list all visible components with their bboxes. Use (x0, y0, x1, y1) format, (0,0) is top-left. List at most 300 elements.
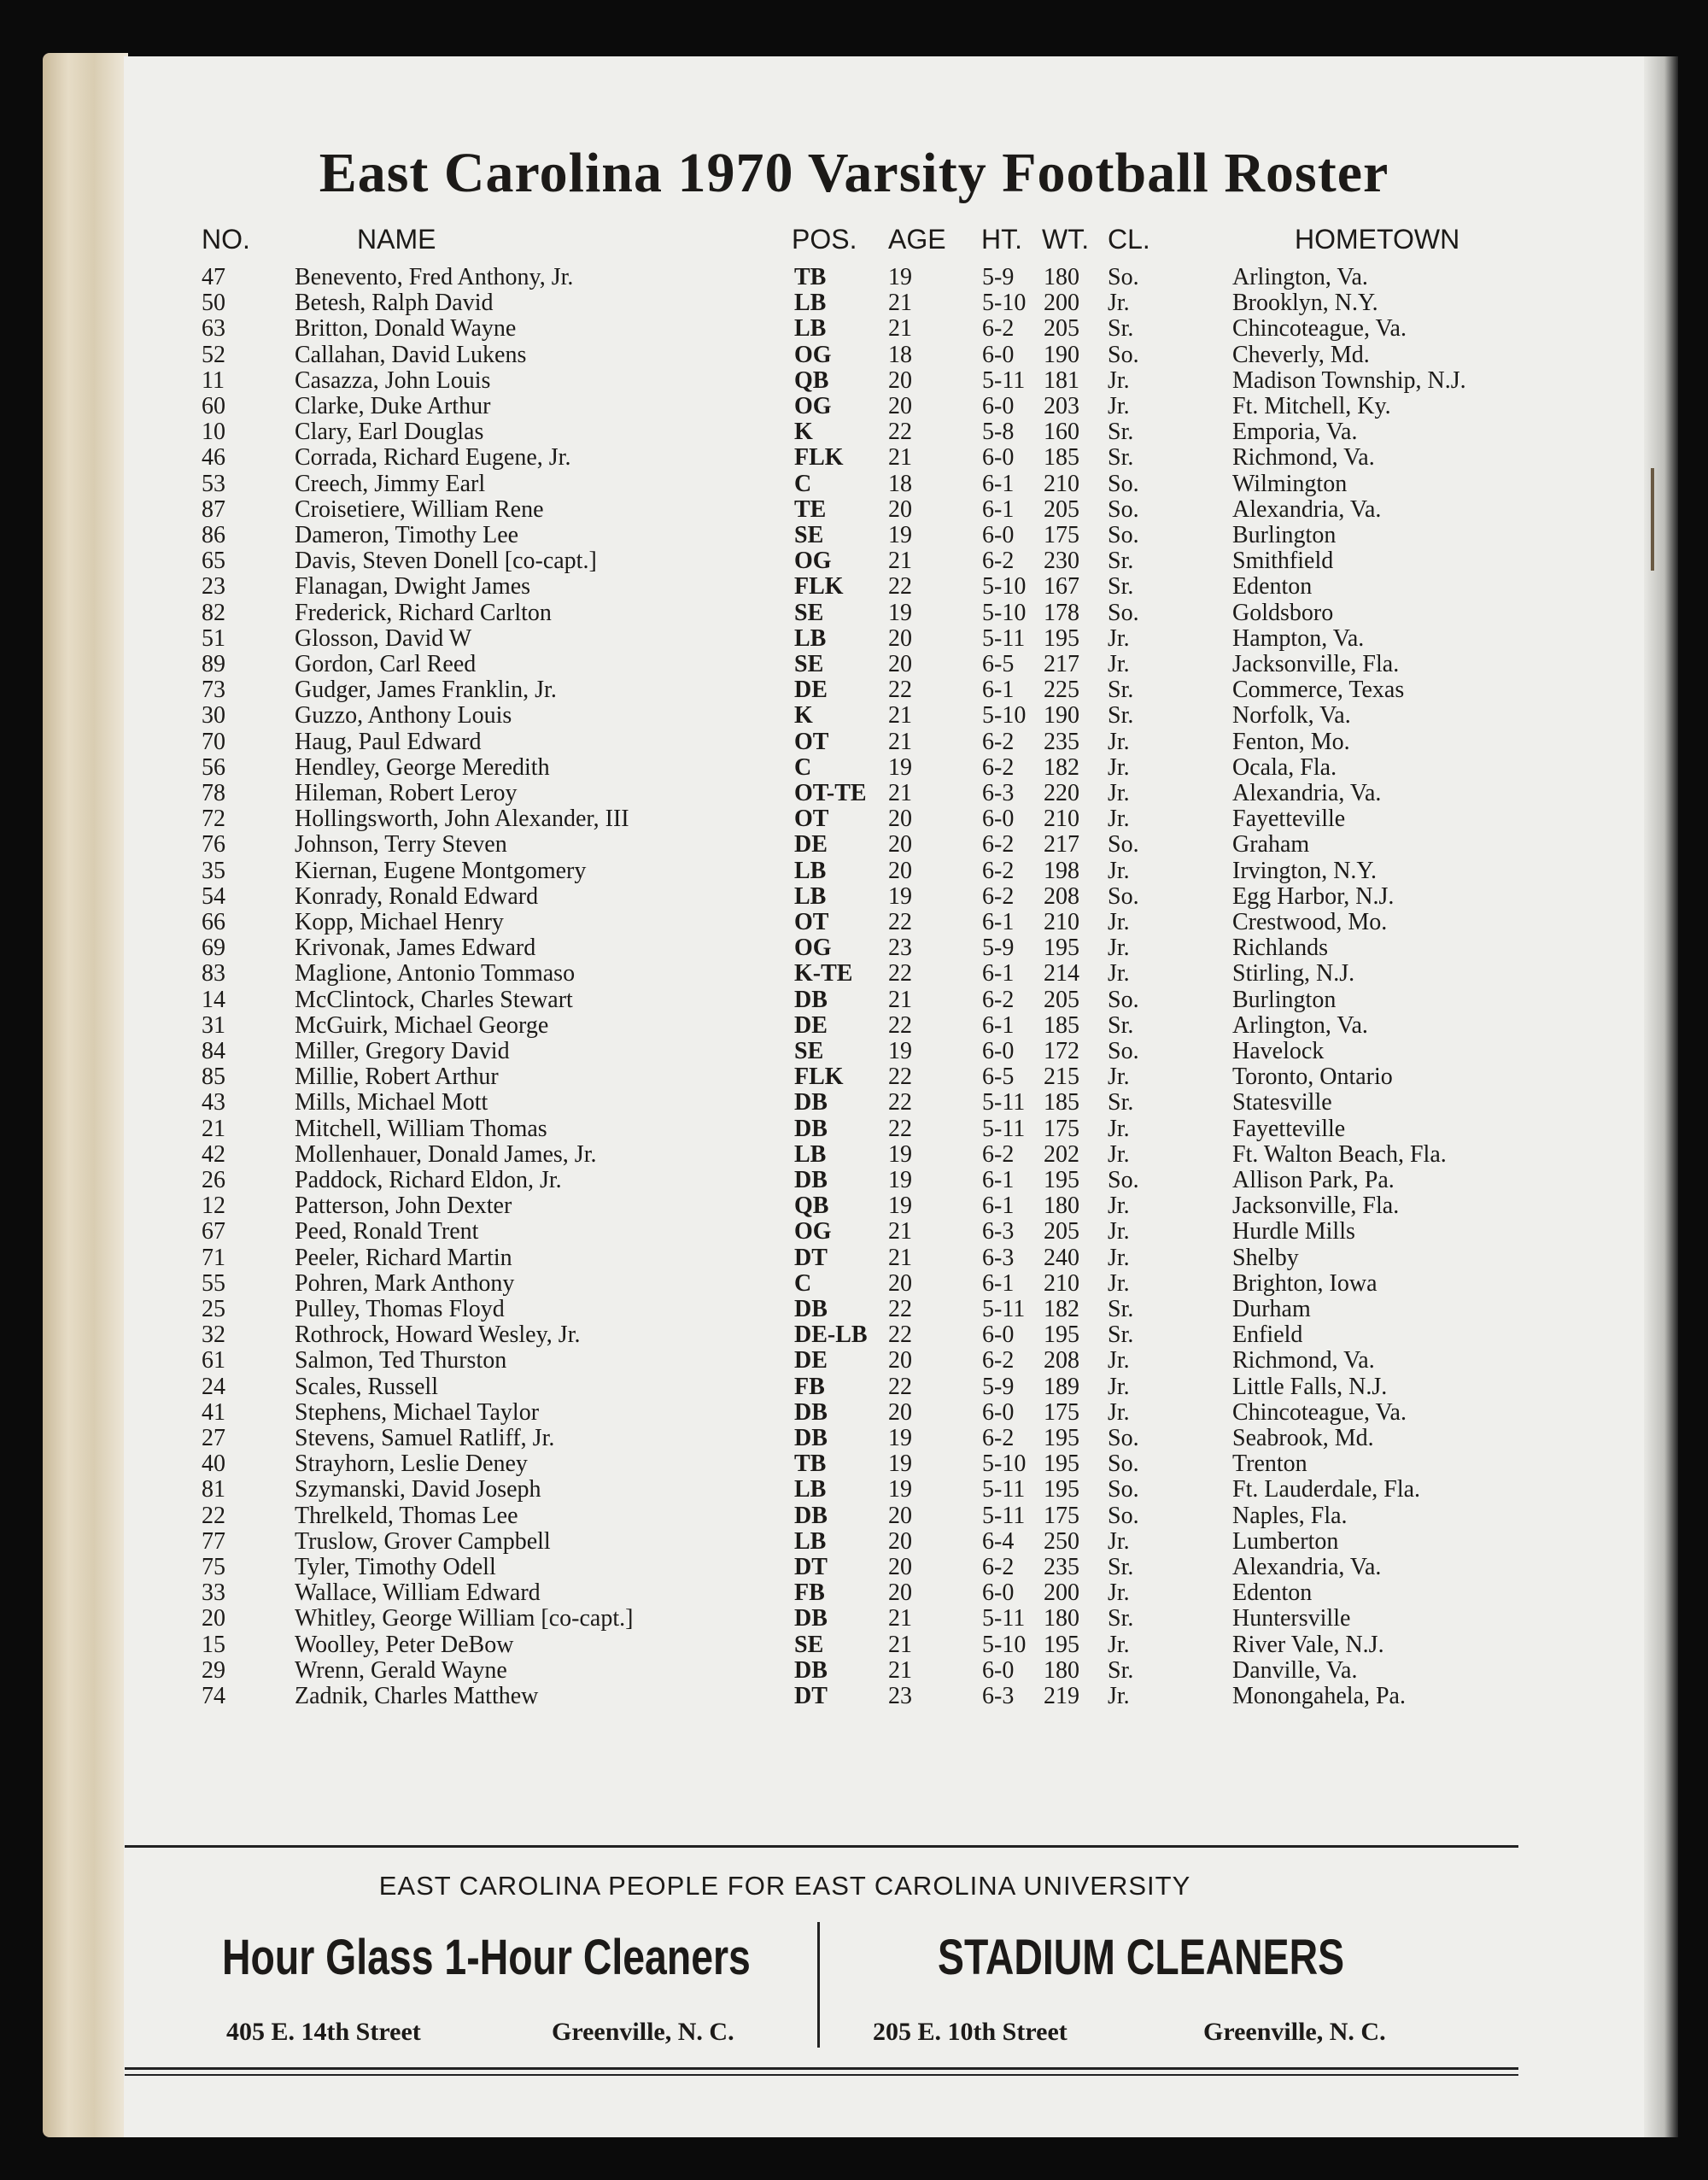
cell-name: Konrady, Ronald Edward (295, 882, 539, 910)
cell-no: 71 (202, 1244, 225, 1271)
cell-ht: 6-0 (982, 522, 1015, 548)
cell-name: Strayhorn, Leslie Deney (295, 1450, 528, 1478)
cell-wt: 181 (1044, 366, 1079, 394)
cell-pos: K-TE (794, 960, 853, 987)
cell-age: 21 (888, 315, 912, 343)
cell-home: Alexandria, Va. (1232, 495, 1382, 523)
cell-wt: 198 (1044, 857, 1079, 884)
cell-ht: 6-2 (982, 1554, 1015, 1580)
cell-cl: So. (1108, 341, 1139, 368)
cell-ht: 5-10 (982, 290, 1027, 317)
cell-home: Jacksonville, Fla. (1232, 1193, 1400, 1220)
cell-age: 20 (888, 1398, 912, 1426)
cell-wt: 195 (1044, 1167, 1079, 1193)
cell-ht: 6-3 (982, 1683, 1015, 1709)
cell-wt: 200 (1044, 290, 1079, 317)
cell-name: Davis, Steven Donell [co-capt.] (295, 548, 597, 575)
cell-age: 22 (888, 1296, 912, 1322)
cell-ht: 5-11 (982, 1605, 1026, 1632)
cell-age: 19 (888, 1476, 912, 1503)
cell-cl: So. (1108, 1502, 1139, 1529)
cell-cl: Sr. (1108, 1554, 1134, 1580)
cell-age: 20 (888, 1554, 912, 1580)
cell-cl: Sr. (1108, 677, 1134, 704)
cell-wt: 195 (1044, 1450, 1079, 1478)
cell-home: Toronto, Ontario (1232, 1064, 1393, 1091)
cell-home: Norfolk, Va. (1232, 702, 1351, 730)
cell-ht: 6-2 (982, 986, 1015, 1013)
cell-cl: Jr. (1108, 753, 1130, 781)
cell-name: Zadnik, Charles Matthew (295, 1683, 539, 1709)
cell-no: 31 (202, 1011, 225, 1039)
cell-home: Emporia, Va. (1232, 419, 1358, 446)
cell-name: Casazza, John Louis (295, 366, 491, 394)
cell-ht: 5-11 (982, 366, 1026, 394)
cell-home: Fayetteville (1232, 806, 1346, 833)
cell-cl: So. (1108, 495, 1139, 523)
cell-cl: So. (1108, 882, 1139, 910)
cell-name: Pohren, Mark Anthony (295, 1269, 515, 1297)
cell-cl: So. (1108, 986, 1139, 1013)
cell-home: Chincoteague, Va. (1232, 1398, 1407, 1426)
cell-name: Truslow, Grover Campbell (295, 1527, 551, 1555)
cell-cl: Jr. (1108, 1347, 1130, 1374)
cell-home: Enfield (1232, 1321, 1303, 1349)
cell-home: Richlands (1232, 935, 1328, 962)
cell-home: Monongahela, Pa. (1232, 1683, 1406, 1709)
cell-cl: Sr. (1108, 573, 1134, 601)
cell-cl: Sr. (1108, 444, 1134, 472)
cell-pos: DB (794, 1115, 828, 1142)
cell-pos: DE (794, 677, 828, 704)
cell-ht: 6-0 (982, 1656, 1015, 1684)
cell-wt: 182 (1044, 753, 1079, 781)
cell-ht: 6-1 (982, 909, 1015, 935)
cell-wt: 208 (1044, 1347, 1079, 1374)
cell-cl: So. (1108, 470, 1139, 497)
cell-home: Smithfield (1232, 548, 1334, 575)
cell-name: Clarke, Duke Arthur (295, 393, 491, 419)
cell-home: Naples, Fla. (1232, 1502, 1348, 1529)
cell-wt: 240 (1044, 1244, 1079, 1271)
cell-name: Stevens, Samuel Ratliff, Jr. (295, 1425, 555, 1451)
cell-age: 21 (888, 728, 912, 755)
cell-home: Goldsboro (1232, 599, 1334, 626)
cell-name: Millie, Robert Arthur (295, 1064, 499, 1091)
cell-home: Huntersville (1232, 1605, 1351, 1632)
header-pos: POS. (792, 224, 857, 255)
cell-no: 69 (202, 935, 225, 962)
cell-cl: Jr. (1108, 728, 1130, 755)
cell-pos: OT (794, 909, 829, 935)
cell-home: Richmond, Va. (1232, 1347, 1375, 1374)
cell-name: Mollenhauer, Donald James, Jr. (295, 1140, 597, 1168)
cell-wt: 185 (1044, 444, 1079, 472)
cell-no: 63 (202, 315, 225, 343)
cell-pos: C (794, 1269, 812, 1297)
cell-name: Tyler, Timothy Odell (295, 1554, 496, 1580)
cell-home: Fenton, Mo. (1232, 728, 1350, 755)
cell-no: 86 (202, 522, 225, 548)
cell-ht: 6-2 (982, 315, 1015, 343)
cell-age: 20 (888, 1347, 912, 1374)
cell-home: Trenton (1232, 1450, 1307, 1478)
cell-pos: TE (794, 495, 827, 523)
cell-wt: 205 (1044, 315, 1079, 343)
cell-ht: 5-10 (982, 1631, 1027, 1658)
cell-age: 22 (888, 419, 912, 446)
cell-pos: TB (794, 1450, 827, 1478)
cell-name: Peeler, Richard Martin (295, 1244, 512, 1271)
cell-age: 21 (888, 1218, 912, 1245)
cell-wt: 195 (1044, 1321, 1079, 1349)
cell-ht: 6-4 (982, 1527, 1015, 1555)
cell-home: Cheverly, Md. (1232, 341, 1370, 368)
cell-pos: SE (794, 651, 824, 677)
header-wt: WT. (1042, 224, 1090, 255)
cell-cl: Jr. (1108, 909, 1130, 935)
cell-name: Wrenn, Gerald Wayne (295, 1656, 507, 1684)
cell-home: Madison Township, N.J. (1232, 366, 1466, 394)
cell-ht: 5-10 (982, 702, 1027, 730)
cell-ht: 6-2 (982, 1140, 1015, 1168)
cell-pos: DB (794, 1605, 828, 1632)
cell-home: Ft. Walton Beach, Fla. (1232, 1140, 1447, 1168)
cell-pos: LB (794, 1476, 827, 1503)
cell-age: 19 (888, 1140, 912, 1168)
cell-name: Threlkeld, Thomas Lee (295, 1502, 518, 1529)
cell-pos: LB (794, 857, 827, 884)
cell-name: Gordon, Carl Reed (295, 651, 477, 677)
cell-home: Alexandria, Va. (1232, 780, 1382, 806)
cell-home: Little Falls, N.J. (1232, 1373, 1388, 1400)
cell-name: Glosson, David W (295, 624, 472, 652)
cell-cl: Jr. (1108, 1244, 1130, 1271)
cell-no: 72 (202, 806, 225, 833)
cell-ht: 6-0 (982, 341, 1015, 368)
cell-age: 20 (888, 1527, 912, 1555)
cell-cl: Jr. (1108, 651, 1130, 677)
divider-rule (125, 1845, 1518, 1848)
cell-cl: Sr. (1108, 315, 1134, 343)
cell-age: 20 (888, 831, 912, 859)
cell-ht: 5-11 (982, 1476, 1026, 1503)
header-ht: HT. (981, 224, 1022, 255)
bottom-rule-1 (125, 2067, 1518, 2070)
cell-cl: Jr. (1108, 366, 1130, 394)
cell-no: 43 (202, 1089, 225, 1116)
cell-no: 70 (202, 728, 225, 755)
cell-ht: 6-0 (982, 1321, 1015, 1349)
cell-no: 84 (202, 1038, 225, 1064)
cell-pos: C (794, 470, 812, 497)
cell-ht: 6-1 (982, 960, 1015, 987)
cell-age: 19 (888, 882, 912, 910)
cell-name: Callahan, David Lukens (295, 341, 527, 368)
cell-no: 78 (202, 780, 225, 806)
cell-pos: LB (794, 290, 827, 317)
ad-hour-glass-address: 405 E. 14th Street (226, 2018, 421, 2046)
cell-home: Wilmington (1232, 470, 1348, 497)
cell-name: Pulley, Thomas Floyd (295, 1296, 505, 1322)
cell-no: 14 (202, 986, 225, 1013)
cell-age: 20 (888, 1502, 912, 1529)
cell-wt: 175 (1044, 522, 1079, 548)
cell-name: Whitley, George William [co-capt.] (295, 1605, 634, 1632)
cell-wt: 217 (1044, 651, 1079, 677)
cell-no: 65 (202, 548, 225, 575)
cell-wt: 215 (1044, 1064, 1079, 1091)
cell-home: Crestwood, Mo. (1232, 909, 1388, 935)
cell-pos: LB (794, 624, 827, 652)
cell-wt: 195 (1044, 1476, 1079, 1503)
cell-cl: So. (1108, 522, 1139, 548)
cell-age: 21 (888, 1605, 912, 1632)
cell-pos: LB (794, 1140, 827, 1168)
cell-name: Benevento, Fred Anthony, Jr. (295, 264, 574, 290)
cell-no: 50 (202, 290, 225, 317)
cell-pos: OG (794, 341, 832, 368)
cell-pos: DB (794, 1398, 828, 1426)
cell-wt: 250 (1044, 1527, 1079, 1555)
cell-wt: 189 (1044, 1373, 1079, 1400)
cell-ht: 6-1 (982, 1193, 1015, 1220)
cell-no: 12 (202, 1193, 225, 1220)
cell-name: Peed, Ronald Trent (295, 1218, 479, 1245)
cell-wt: 190 (1044, 341, 1079, 368)
cell-no: 20 (202, 1605, 225, 1632)
cell-no: 25 (202, 1296, 225, 1322)
cell-no: 23 (202, 573, 225, 601)
cell-name: Haug, Paul Edward (295, 728, 482, 755)
cell-wt: 185 (1044, 1011, 1079, 1039)
cell-home: Jacksonville, Fla. (1232, 651, 1400, 677)
cell-ht: 6-2 (982, 548, 1015, 575)
cell-home: Lumberton (1232, 1527, 1339, 1555)
cell-no: 83 (202, 960, 225, 987)
cell-age: 20 (888, 857, 912, 884)
cell-cl: Jr. (1108, 1631, 1130, 1658)
cell-name: Frederick, Richard Carlton (295, 599, 552, 626)
cell-age: 22 (888, 1373, 912, 1400)
cell-ht: 5-10 (982, 573, 1027, 601)
cell-ht: 5-11 (982, 1502, 1026, 1529)
cell-cl: Jr. (1108, 1398, 1130, 1426)
cell-cl: Jr. (1108, 1373, 1130, 1400)
cell-home: Commerce, Texas (1232, 677, 1405, 704)
cell-age: 21 (888, 780, 912, 806)
cell-home: Brighton, Iowa (1232, 1269, 1378, 1297)
cell-ht: 6-0 (982, 393, 1015, 419)
cell-ht: 6-0 (982, 1038, 1015, 1064)
cell-wt: 195 (1044, 1631, 1079, 1658)
ad-hour-glass-name: Hour Glass 1-Hour Cleaners (222, 1930, 751, 1985)
cell-age: 22 (888, 573, 912, 601)
cell-wt: 167 (1044, 573, 1079, 601)
cell-age: 21 (888, 290, 912, 317)
cell-home: Statesville (1232, 1089, 1332, 1116)
cell-age: 23 (888, 935, 912, 962)
cell-home: Burlington (1232, 986, 1337, 1013)
cell-home: Graham (1232, 831, 1310, 859)
cell-name: Dameron, Timothy Lee (295, 522, 519, 548)
cell-ht: 5-11 (982, 1089, 1026, 1116)
cell-home: Shelby (1232, 1244, 1299, 1271)
cell-home: Richmond, Va. (1232, 444, 1375, 472)
cell-name: Rothrock, Howard Wesley, Jr. (295, 1321, 581, 1349)
cell-cl: Jr. (1108, 1218, 1130, 1245)
cell-pos: LB (794, 1527, 827, 1555)
cell-home: Havelock (1232, 1038, 1325, 1064)
cell-pos: SE (794, 522, 824, 548)
cell-name: Hollingsworth, John Alexander, III (295, 806, 629, 833)
cell-wt: 185 (1044, 1089, 1079, 1116)
cell-cl: Jr. (1108, 393, 1130, 419)
cell-pos: OG (794, 935, 832, 962)
cell-ht: 6-2 (982, 831, 1015, 859)
cell-cl: Jr. (1108, 1140, 1130, 1168)
cell-cl: So. (1108, 1450, 1139, 1478)
cell-no: 89 (202, 651, 225, 677)
cell-home: Danville, Va. (1232, 1656, 1358, 1684)
cell-age: 23 (888, 1683, 912, 1709)
cell-pos: LB (794, 315, 827, 343)
cell-name: Gudger, James Franklin, Jr. (295, 677, 557, 704)
cell-no: 10 (202, 419, 225, 446)
cell-no: 61 (202, 1347, 225, 1374)
cell-age: 21 (888, 702, 912, 730)
cell-ht: 5-11 (982, 624, 1026, 652)
cell-age: 20 (888, 1579, 912, 1607)
cell-name: Clary, Earl Douglas (295, 419, 484, 446)
cell-wt: 195 (1044, 1425, 1079, 1451)
cell-age: 21 (888, 1244, 912, 1271)
cell-pos: FB (794, 1373, 825, 1400)
cell-age: 21 (888, 1656, 912, 1684)
cell-pos: DB (794, 1656, 828, 1684)
cell-cl: Sr. (1108, 1296, 1134, 1322)
cell-cl: Jr. (1108, 1683, 1130, 1709)
cell-ht: 6-1 (982, 677, 1015, 704)
cell-wt: 178 (1044, 599, 1079, 626)
cell-no: 24 (202, 1373, 225, 1400)
cell-age: 20 (888, 366, 912, 394)
ad-hour-glass-city: Greenville, N. C. (552, 2018, 734, 2046)
cell-cl: So. (1108, 1476, 1139, 1503)
cell-pos: FLK (794, 444, 844, 472)
cell-ht: 5-8 (982, 419, 1015, 446)
cell-home: Edenton (1232, 573, 1313, 601)
cell-age: 20 (888, 806, 912, 833)
cell-pos: FB (794, 1579, 825, 1607)
cell-name: Patterson, John Dexter (295, 1193, 512, 1220)
cell-home: Seabrook, Md. (1232, 1425, 1374, 1451)
cell-age: 19 (888, 599, 912, 626)
book-binding (43, 53, 128, 2137)
cell-no: 29 (202, 1656, 225, 1684)
cell-age: 21 (888, 548, 912, 575)
cell-ht: 6-3 (982, 780, 1015, 806)
cell-wt: 180 (1044, 1193, 1079, 1220)
cell-cl: Sr. (1108, 548, 1134, 575)
cell-no: 42 (202, 1140, 225, 1168)
cell-name: McClintock, Charles Stewart (295, 986, 573, 1013)
cell-home: Allison Park, Pa. (1232, 1167, 1395, 1193)
cell-ht: 5-11 (982, 1115, 1026, 1142)
cell-ht: 5-9 (982, 935, 1015, 962)
cell-ht: 6-2 (982, 753, 1015, 781)
cell-cl: Jr. (1108, 935, 1130, 962)
cell-name: Kopp, Michael Henry (295, 909, 504, 935)
cell-age: 21 (888, 986, 912, 1013)
cell-pos: DB (794, 1502, 828, 1529)
cell-home: Chincoteague, Va. (1232, 315, 1407, 343)
cell-age: 22 (888, 1115, 912, 1142)
cell-no: 47 (202, 264, 225, 290)
cell-pos: TB (794, 264, 827, 290)
cell-pos: SE (794, 1631, 824, 1658)
cell-age: 21 (888, 1631, 912, 1658)
cell-cl: Sr. (1108, 1089, 1134, 1116)
cell-name: Hendley, George Meredith (295, 753, 550, 781)
cell-pos: OG (794, 548, 832, 575)
cell-ht: 6-3 (982, 1218, 1015, 1245)
cell-no: 51 (202, 624, 225, 652)
cell-home: Arlington, Va. (1232, 1011, 1368, 1039)
cell-ht: 5-9 (982, 264, 1015, 290)
cell-pos: C (794, 753, 812, 781)
cell-wt: 225 (1044, 677, 1079, 704)
cell-pos: K (794, 702, 813, 730)
cell-name: McGuirk, Michael George (295, 1011, 549, 1039)
cell-cl: So. (1108, 599, 1139, 626)
cell-no: 15 (202, 1631, 225, 1658)
cell-wt: 180 (1044, 1605, 1079, 1632)
cell-wt: 230 (1044, 548, 1079, 575)
cell-pos: DB (794, 1089, 828, 1116)
cell-age: 22 (888, 909, 912, 935)
cell-wt: 235 (1044, 1554, 1079, 1580)
header-name: NAME (357, 224, 436, 255)
cell-pos: SE (794, 599, 824, 626)
cell-ht: 6-2 (982, 857, 1015, 884)
cell-ht: 6-2 (982, 1425, 1015, 1451)
cell-age: 19 (888, 264, 912, 290)
cell-no: 21 (202, 1115, 225, 1142)
cell-ht: 6-1 (982, 470, 1015, 497)
cell-ht: 6-1 (982, 1011, 1015, 1039)
cell-name: Miller, Gregory David (295, 1038, 510, 1064)
cell-cl: Jr. (1108, 1269, 1130, 1297)
cell-no: 55 (202, 1269, 225, 1297)
cell-pos: OT (794, 806, 829, 833)
slogan: EAST CAROLINA PEOPLE FOR EAST CAROLINA UNIVERSITY (378, 1871, 1191, 1901)
cell-name: Kiernan, Eugene Montgomery (295, 857, 587, 884)
cell-wt: 214 (1044, 960, 1079, 987)
cell-wt: 235 (1044, 728, 1079, 755)
cell-name: Salmon, Ted Thurston (295, 1347, 507, 1374)
cell-name: Corrada, Richard Eugene, Jr. (295, 444, 571, 472)
cell-home: Egg Harbor, N.J. (1232, 882, 1395, 910)
cell-age: 22 (888, 1064, 912, 1091)
cell-name: Paddock, Richard Eldon, Jr. (295, 1167, 562, 1193)
cell-home: Alexandria, Va. (1232, 1554, 1382, 1580)
cell-cl: Jr. (1108, 1064, 1130, 1091)
cell-wt: 175 (1044, 1398, 1079, 1426)
cell-cl: Jr. (1108, 290, 1130, 317)
page-edge (1644, 56, 1678, 2137)
cell-ht: 6-3 (982, 1244, 1015, 1271)
